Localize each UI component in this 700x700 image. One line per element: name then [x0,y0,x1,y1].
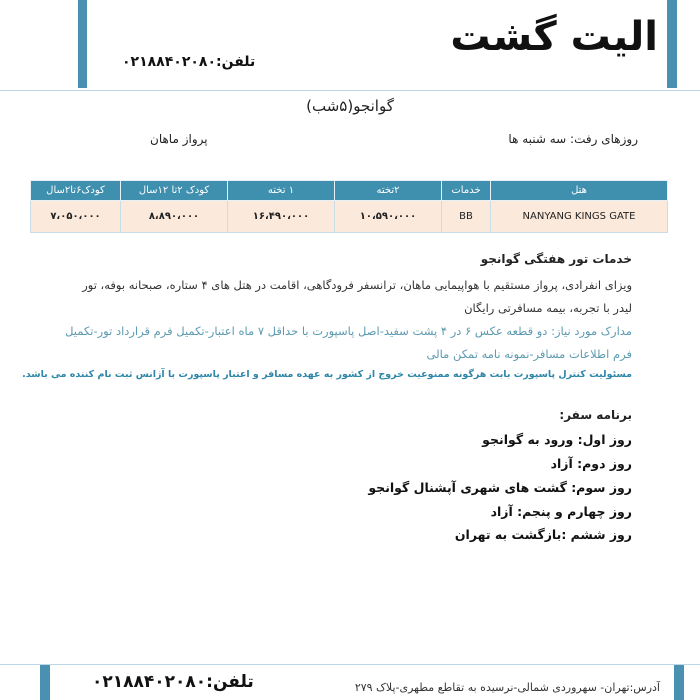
cell-child-2-12-price: ۸،۸۹۰،۰۰۰ [121,201,228,233]
program-day-3: روز سوم: گشت های شهری آپشنال گوانجو [368,480,632,495]
airline: پرواز ماهان [150,132,208,146]
program-title: برنامه سفر: [559,408,632,422]
header-phone: تلفن:۰۲۱۸۸۴۰۲۰۸۰ [122,54,256,70]
cell-child-2-6-price: ۷،۰۵۰،۰۰۰ [31,201,121,233]
col-child-2-6: کودک۶تا۲سال [31,181,121,201]
cell-double-price: ۱۰،۵۹۰،۰۰۰ [335,201,442,233]
program-day-5: روز ششم :بازگشت به تهران [454,527,632,542]
program-day-4: روز چهارم و پنجم: آزاد [490,504,632,519]
liability-note: مسئولیت کنترل پاسپورت بابت هرگونه ممنوعیت خروج از کشور به عهده مسافر و اعتبار پاسپورت با آژانس ثبت نام کننده می باشد. [22,369,632,380]
header-bar-right [667,0,677,88]
col-child-2-12: کودک ۲تا ۱۲سال [121,181,228,201]
program-day-1: روز اول: ورود به گوانجو [482,432,632,447]
footer-divider [0,664,700,665]
services-title: خدمات تور هفتگی گوانجو [480,252,632,266]
departure-days: روزهای رفت: سه شنبه ها [508,132,638,146]
price-table [30,180,668,233]
header-divider [0,90,700,91]
services-text: ویزای انفرادی، پرواز مستقیم با هواپیمایی ماهان، ترانسفر فرودگاهی، اقامت در هتل های ۴ ستاره، صبحانه بوفه، تور لیدر با تجربه، بیمه مسافرتی رایگان [82,278,632,315]
col-services: خدمات [442,181,491,201]
price-table-header [31,181,668,201]
cell-services: BB [442,201,491,233]
footer-bar-left [40,665,50,700]
header-bar-left [78,0,87,88]
footer-phone: تلفن:۰۲۱۸۸۴۰۲۰۸۰ [92,672,254,692]
col-single: ۱ تخته [228,181,335,201]
cell-single-price: ۱۶،۴۹۰،۰۰۰ [228,201,335,233]
brand-title: الیت گشت [450,14,658,60]
cell-hotel: NANYANG KINGS GATE [491,201,668,233]
program-day-2: روز دوم: آزاد [550,456,632,471]
tour-title: گوانجو(۵شب) [306,97,394,115]
documents-text: مدارک مورد نیاز: دو قطعه عکس ۶ در ۴ پشت سفید-اصل پاسپورت با حداقل ۷ ماه اعتبار-تکمیل فرم قرارداد تور-تکمیل فرم اطلاعات مسافر-نمونه نامه تمکن مالی [65,324,632,361]
col-hotel: هتل [491,181,668,201]
footer-bar-right [674,665,684,700]
col-double: ۲تخته [335,181,442,201]
table-row [31,201,668,233]
footer-address: آدرس:تهران- سهروردی شمالی-نرسیده به تقاطع مطهری-پلاک ۲۷۹ [354,681,660,694]
